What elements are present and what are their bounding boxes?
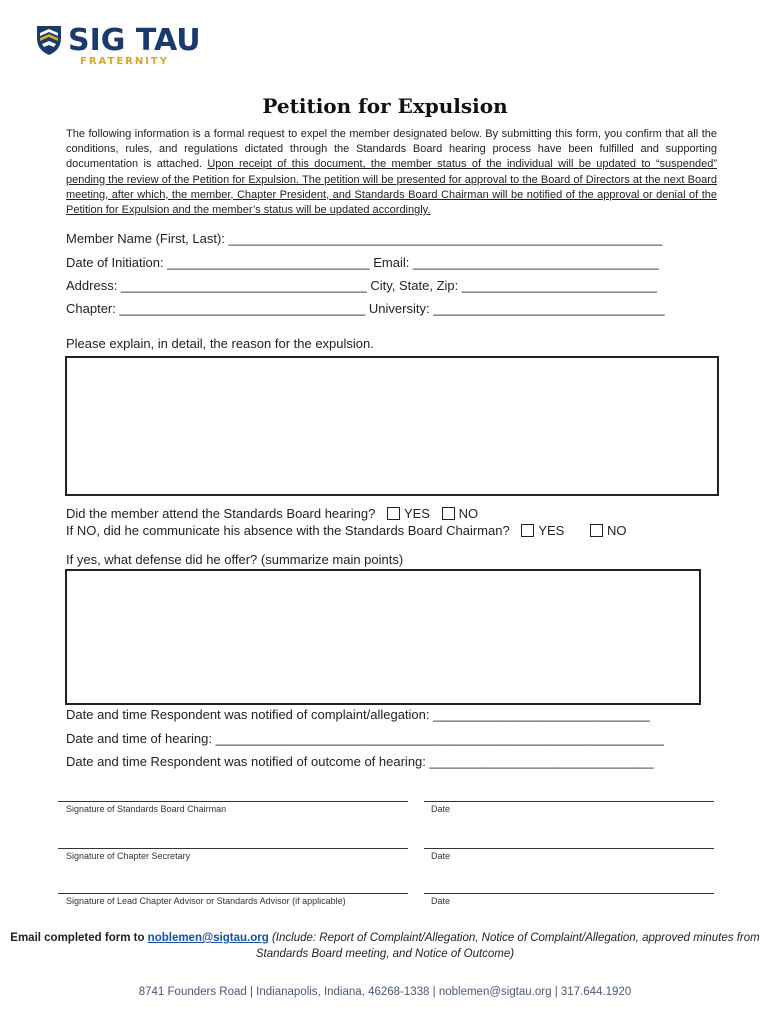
advisor-signature-label: Signature of Lead Chapter Advisor or Standards Advisor (if applicable) [66, 896, 346, 906]
secretary-date-label: Date [431, 851, 451, 861]
absence-no-checkbox[interactable] [590, 524, 603, 537]
secretary-signature-label: Signature of Chapter Secretary [66, 851, 191, 861]
attend-question: Did the member attend the Standards Board hearing? [66, 506, 376, 521]
page-title: Petition for Expulsion [262, 94, 508, 118]
outcome-notified-field[interactable]: Date and time Respondent was notified of outcome of hearing: _______________________________ [66, 754, 654, 769]
address-field[interactable]: Address: __________________________________ City, State, Zip: ___________________________ [66, 278, 658, 293]
absence-yes-checkbox[interactable] [521, 524, 534, 537]
absence-question: If NO, did he communicate his absence with the Standards Board Chairman? [66, 523, 510, 538]
footer-address: 8741 Founders Road | Indianapolis, Indiana, 46268-1338 | noblemen@sigtau.org | 317.644.1920 [138, 986, 632, 998]
initiation-email-field[interactable]: Date of Initiation: ____________________________ Email: __________________________________ [66, 255, 659, 270]
defense-textbox[interactable] [65, 569, 701, 705]
absence-yes-label: YES [538, 523, 565, 538]
advisor-signature-line[interactable] [58, 893, 408, 894]
logo-wordmark: SIG TAU [68, 23, 201, 58]
member-name-field[interactable]: Member Name (First, Last): ____________________________________________________________ [66, 231, 663, 246]
advisor-date-label: Date [431, 896, 451, 906]
logo-subtitle: FRATERNITY [80, 56, 169, 67]
email-link[interactable]: noblemen@sigtau.org [147, 932, 269, 944]
attend-no-checkbox[interactable] [442, 507, 455, 520]
chairman-signature-label: Signature of Standards Board Chairman [66, 804, 227, 814]
intro-text: The following information is a formal request to expel the member designated below. By submitting this form, you confirm that all the conditions, rules, and regulations dictated through the Standards Board hearing process have been fulfilled and supporting documentation is attached. [66, 128, 717, 171]
chapter-university-field[interactable]: Chapter: __________________________________ University: ________________________________ [66, 301, 665, 316]
chairman-date-line[interactable] [424, 801, 714, 802]
email-lead: Email completed form to [10, 932, 148, 944]
attend-no-label: NO [458, 506, 479, 521]
attend-question-row [66, 506, 478, 521]
intro-underlined-text: Upon receipt of this document, the member status of the individual will be updated to “suspended” pending the review of the Petition for Expulsion. The petition will be presented for approval to the Board of Directors at the next Board meeting, after which, the member, Chapter President, and Standards Board Chairman will be notified of the approval or denial of the Petition for Expulsion and the member’s status will be updated accordingly. [66, 158, 718, 217]
attend-yes-label: YES [403, 506, 430, 521]
absence-no-label: NO [606, 523, 627, 538]
defense-prompt: If yes, what defense did he offer? (summarize main points) [66, 552, 404, 567]
sigtau-logo [36, 24, 201, 67]
secretary-signature-line[interactable] [58, 848, 408, 849]
hearing-date-field[interactable]: Date and time of hearing: ______________________________________________________________ [66, 731, 664, 746]
intro-paragraph [66, 127, 717, 218]
explain-prompt: Please explain, in detail, the reason for the expulsion. [66, 336, 374, 351]
chairman-signature-line[interactable] [58, 801, 408, 802]
advisor-date-line[interactable] [424, 893, 714, 894]
explanation-textbox[interactable] [65, 356, 719, 496]
attend-yes-checkbox[interactable] [387, 507, 400, 520]
email-include-note: (Include: Report of Complaint/Allegation, Notice of Complaint/Allegation, approved minutes from Standards Board meeting, and Notice of Outcome) [255, 932, 760, 960]
absence-question-row [66, 523, 626, 538]
chairman-date-label: Date [431, 804, 451, 814]
email-instructions [0, 930, 770, 962]
shield-icon [36, 24, 62, 56]
complaint-notified-field[interactable]: Date and time Respondent was notified of complaint/allegation: ______________________________ [66, 707, 651, 722]
secretary-date-line[interactable] [424, 848, 714, 849]
